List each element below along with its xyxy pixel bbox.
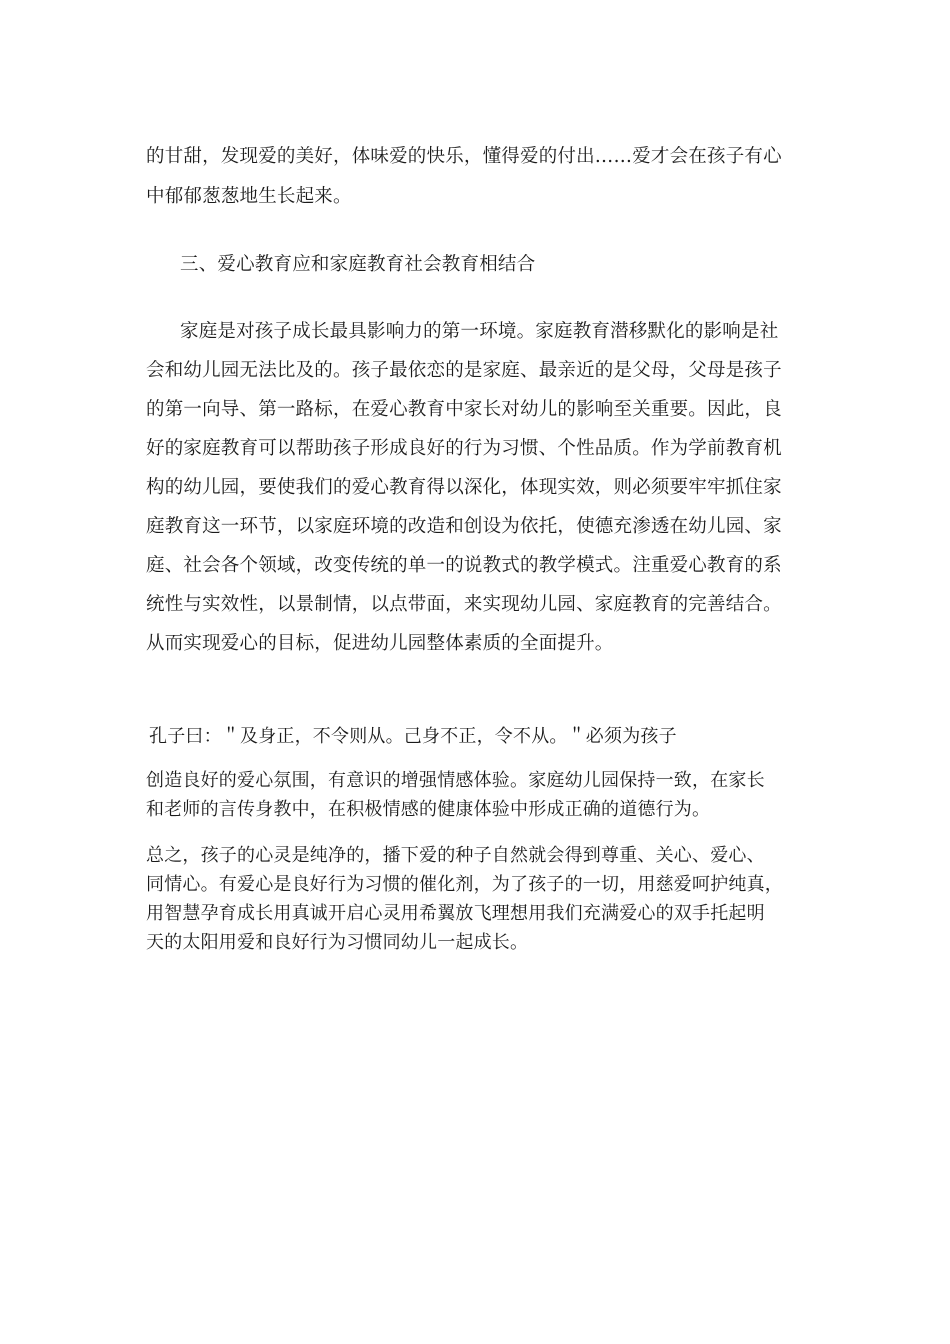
paragraph-line: 庭教育这一环节，以家庭环境的改造和创设为依托，使德充渗透在幼儿园、家 — [146, 516, 782, 537]
paragraph-line: 庭、社会各个领域，改变传统的单一的说教式的教学模式。注重爱心教育的系 — [146, 555, 782, 576]
paragraph-line: 好的家庭教育可以帮助孩子形成良好的行为习惯、个性品质。作为学前教育机 — [146, 438, 782, 459]
paragraph-line: 从而实现爱心的目标，促进幼儿园整体素质的全面提升。 — [146, 633, 614, 654]
section-heading: 三、爱心教育应和家庭教育社会教育相结合 — [180, 254, 536, 275]
paragraph-line: 家庭是对孩子成长最具影响力的第一环境。家庭教育潜移默化的影响是社 — [180, 321, 779, 342]
paragraph-line: 中郁郁葱葱地生长起来。 — [146, 186, 352, 207]
paragraph-line: 会和幼儿园无法比及的。孩子最依恋的是家庭、最亲近的是父母，父母是孩子 — [146, 360, 782, 381]
paragraph-line: 创造良好的爱心氛围，有意识的增强情感体验。家庭幼儿园保持一致，在家长 — [146, 770, 765, 791]
paragraph-line: 的甘甜，发现爱的美好，体味爱的快乐，懂得爱的付出……爱才会在孩子有心 — [146, 146, 782, 167]
paragraph-line: 统性与实效性，以景制情，以点带面，来实现幼儿园、家庭教育的完善结合。 — [146, 594, 782, 615]
paragraph-line: 天的太阳用爱和良好行为习惯同幼儿一起成长。 — [146, 932, 529, 953]
paragraph-line: 和老师的言传身教中，在积极情感的健康体验中形成正确的道德行为。 — [146, 799, 711, 820]
confucius-quote-line: 孔子曰：＂及身正，不令则从。己身不正，令不从。＂必须为孩子 — [149, 726, 677, 747]
paragraph-line: 总之，孩子的心灵是纯净的，播下爱的种子自然就会得到尊重、关心、爱心、 — [146, 845, 765, 866]
paragraph-line: 用智慧孕育成长用真诚开启心灵用希翼放飞理想用我们充满爱心的双手托起明 — [146, 903, 765, 924]
paragraph-line: 构的幼儿园，要使我们的爱心教育得以深化，体现实效，则必须要牢牢抓住家 — [146, 477, 782, 498]
paragraph-line: 同情心。有爱心是良好行为习惯的催化剂，为了孩子的一切，用慈爱呵护纯真， — [146, 874, 783, 895]
paragraph-line: 的第一向导、第一路标，在爱心教育中家长对幼儿的影响至关重要。因此，良 — [146, 399, 782, 420]
